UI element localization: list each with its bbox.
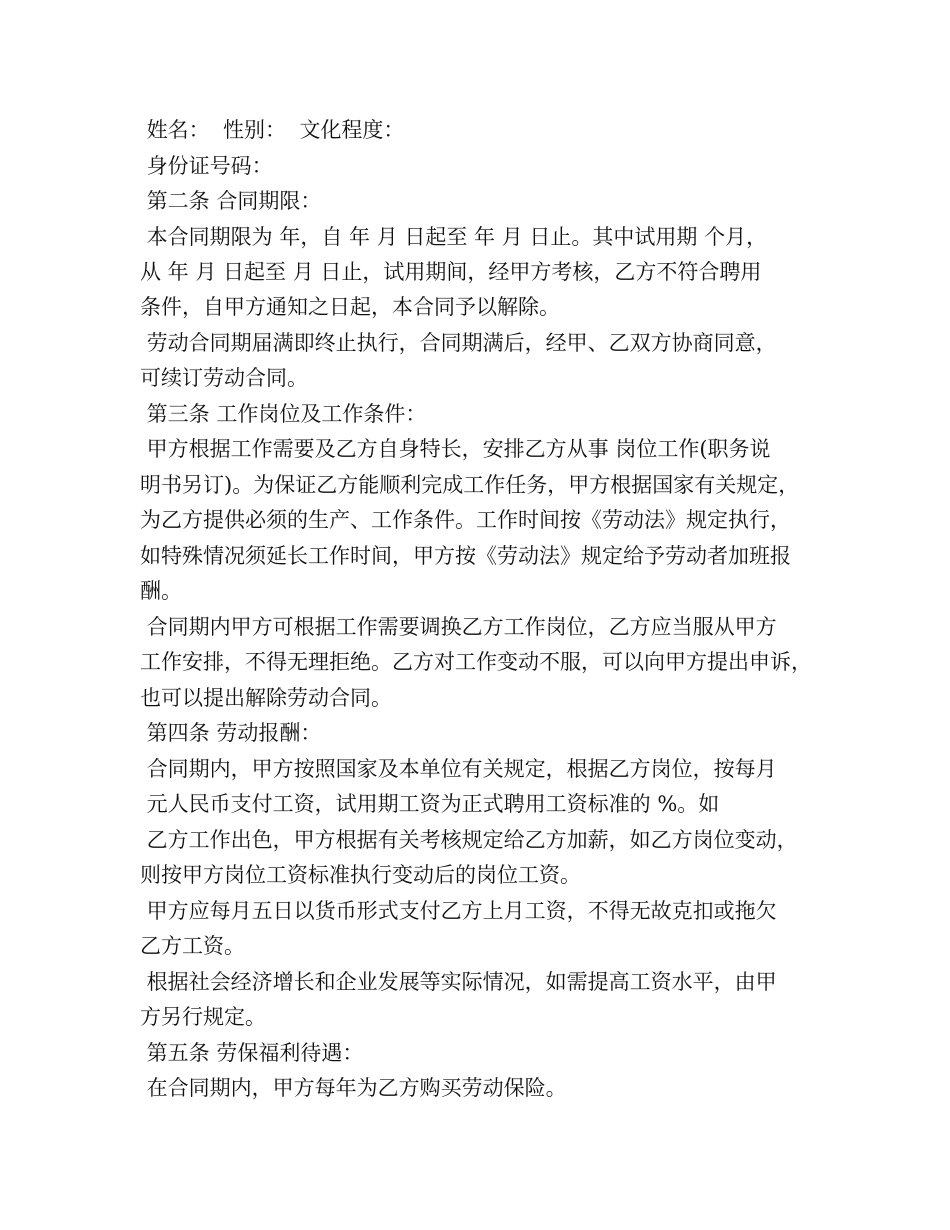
text-line: 酬。	[140, 579, 182, 603]
text-line: 元人民币支付工资，试用期工资为正式聘用工资标准的 %。如	[140, 792, 720, 816]
text-line: 身份证号码：	[140, 154, 273, 178]
text-line: 则按甲方岗位工资标准执行变动后的岗位工资。	[140, 863, 581, 887]
text-line: 也可以提出解除劳动合同。	[140, 686, 392, 710]
text-line: 在合同期内，甲方每年为乙方购买劳动保险。	[140, 1076, 567, 1100]
text-line: 姓名： 性别： 文化程度：	[140, 118, 405, 142]
text-line: 甲方应每月五日以货币形式支付乙方上月工资，不得无故克扣或拖欠	[140, 899, 777, 923]
section-heading: 第三条 工作岗位及工作条件：	[140, 402, 427, 426]
text-line: 合同期内，甲方按照国家及本单位有关规定，根据乙方岗位，按每月	[140, 757, 777, 781]
text-line: 如特殊情况须延长工作时间，甲方按《劳动法》规定给予劳动者加班报	[140, 544, 791, 568]
text-line: 本合同期限为 年，自 年 月 日起至 年 月 日止。其中试用期 个月，	[140, 225, 768, 249]
text-line: 明书另订)。为保证乙方能顺利完成工作任务，甲方根据国家有关规定，	[140, 473, 800, 497]
text-line: 劳动合同期届满即终止执行，合同期满后，经甲、乙双方协商同意，	[140, 331, 777, 355]
section-heading: 第二条 合同期限：	[140, 189, 322, 213]
text-line: 乙方工作出色，甲方根据有关考核规定给乙方加薪，如乙方岗位变动，	[140, 828, 798, 852]
text-line: 甲方根据工作需要及乙方自身特长，安排乙方从事 岗位工作(职务说	[140, 437, 771, 461]
text-line: 根据社会经济增长和企业发展等实际情况，如需提高工资水平，由甲	[140, 970, 777, 994]
text-line: 为乙方提供必须的生产、工作条件。工作时间按《劳动法》规定执行，	[140, 508, 791, 532]
text-line: 可续订劳动合同。	[140, 366, 308, 390]
text-line: 合同期内甲方可根据工作需要调换乙方工作岗位，乙方应当服从甲方	[140, 615, 777, 639]
text-line: 乙方工资。	[140, 934, 245, 958]
section-heading: 第五条 劳保福利待遇：	[140, 1041, 364, 1065]
text-line: 工作安排，不得无理拒绝。乙方对工作变动不服，可以向甲方提出申诉，	[140, 650, 812, 674]
text-line: 方另行规定。	[140, 1005, 266, 1029]
text-line: 从 年 月 日起至 月 日止，试用期间，经甲方考核，乙方不符合聘用	[140, 260, 762, 284]
text-line: 条件，自甲方通知之日起，本合同予以解除。	[140, 295, 560, 319]
section-heading: 第四条 劳动报酬：	[140, 721, 322, 745]
